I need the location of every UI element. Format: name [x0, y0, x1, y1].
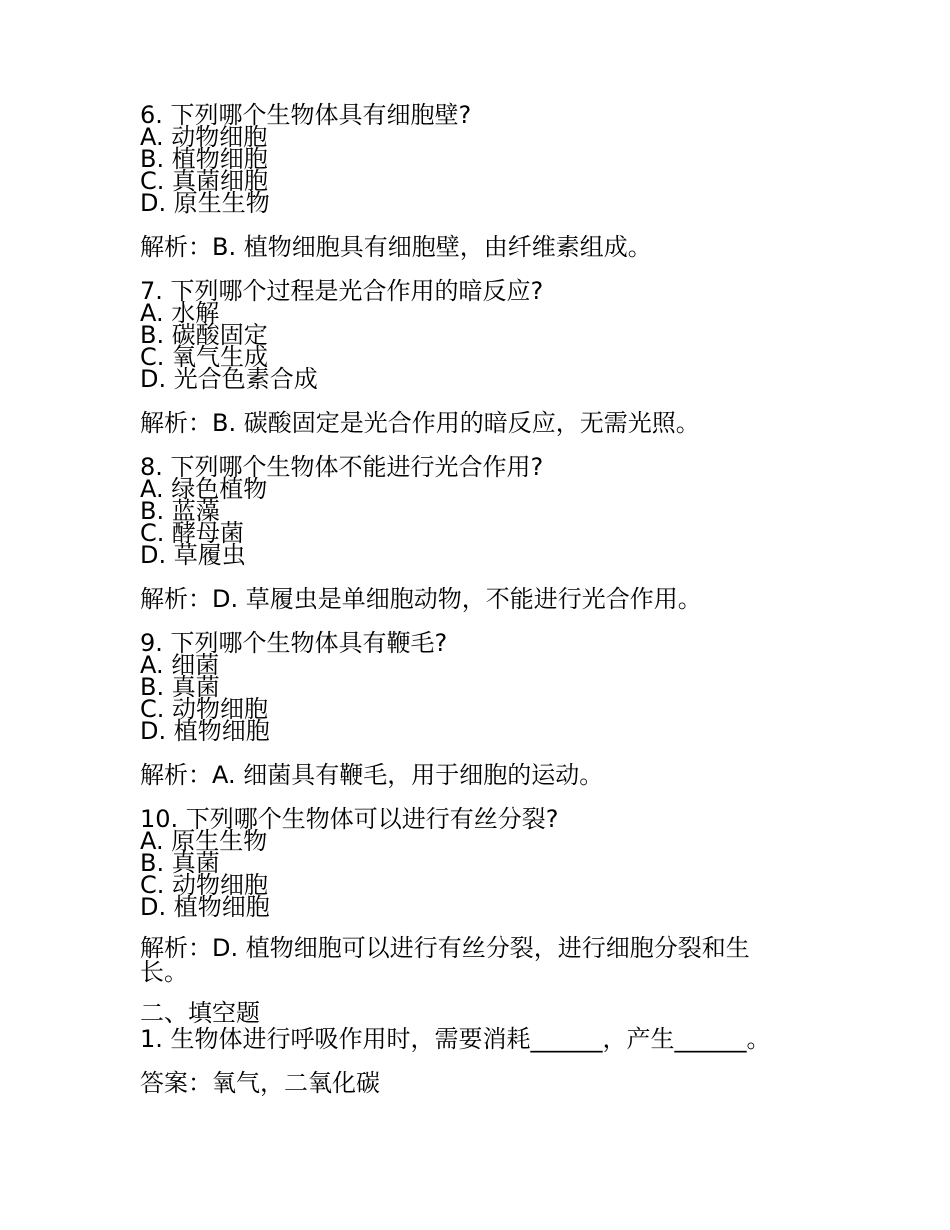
- question-10: [140, 805, 780, 986]
- section-title: 二、填空题: [140, 999, 260, 1027]
- analysis: 解析：D. 植物细胞可以进行有丝分裂，进行细胞分裂和生长。: [140, 934, 750, 986]
- option-b: B. 真菌: [140, 849, 220, 877]
- option-c: C. 酵母菌: [140, 519, 245, 547]
- answer: 答案：氧气，二氧化碳: [140, 1069, 380, 1097]
- option-a: A. 绿色植物: [140, 475, 268, 503]
- question-title: 10. 下列哪个生物体可以进行有丝分裂?: [140, 805, 559, 833]
- option-b: B. 蓝藻: [140, 497, 220, 525]
- option-a: A. 细菌: [140, 651, 220, 679]
- option-c: C. 氧气生成: [140, 343, 269, 371]
- analysis: 解析：B. 碳酸固定是光合作用的暗反应，无需光照。: [140, 409, 700, 437]
- option-c: C. 真菌细胞: [140, 167, 269, 195]
- question-7: [140, 277, 780, 438]
- analysis: 解析：D. 草履虫是单细胞动物，不能进行光合作用。: [140, 585, 702, 613]
- question-title: 9. 下列哪个生物体具有鞭毛?: [140, 629, 448, 657]
- option-d: D. 植物细胞: [140, 893, 270, 921]
- option-d: D. 原生生物: [140, 189, 270, 217]
- option-d: D. 植物细胞: [140, 717, 270, 745]
- option-b: B. 碳酸固定: [140, 321, 268, 349]
- analysis: 解析：B. 植物细胞具有细胞壁，由纤维素组成。: [140, 233, 652, 261]
- option-b: B. 植物细胞: [140, 145, 268, 173]
- option-d: D. 草履虫: [140, 541, 246, 569]
- question-6: [140, 101, 780, 262]
- question-title: 8. 下列哪个生物体不能进行光合作用?: [140, 453, 544, 481]
- question-title: 7. 下列哪个过程是光合作用的暗反应?: [140, 277, 544, 305]
- analysis: 解析：A. 细菌具有鞭毛，用于细胞的运动。: [140, 761, 604, 789]
- option-a: A. 水解: [140, 299, 220, 327]
- question-8: [140, 453, 780, 614]
- option-c: C. 动物细胞: [140, 871, 269, 899]
- option-c: C. 动物细胞: [140, 695, 269, 723]
- question-title: 6. 下列哪个生物体具有细胞壁?: [140, 101, 472, 129]
- option-b: B. 真菌: [140, 673, 220, 701]
- question-9: [140, 629, 780, 790]
- section-fill-in-blank: [140, 999, 780, 1098]
- option-d: D. 光合色素合成: [140, 365, 318, 393]
- document-page: [140, 101, 780, 1098]
- fill-question: 1. 生物体进行呼吸作用时，需要消耗______，产生______。: [140, 1025, 771, 1053]
- option-a: A. 原生生物: [140, 827, 268, 855]
- option-a: A. 动物细胞: [140, 123, 268, 151]
